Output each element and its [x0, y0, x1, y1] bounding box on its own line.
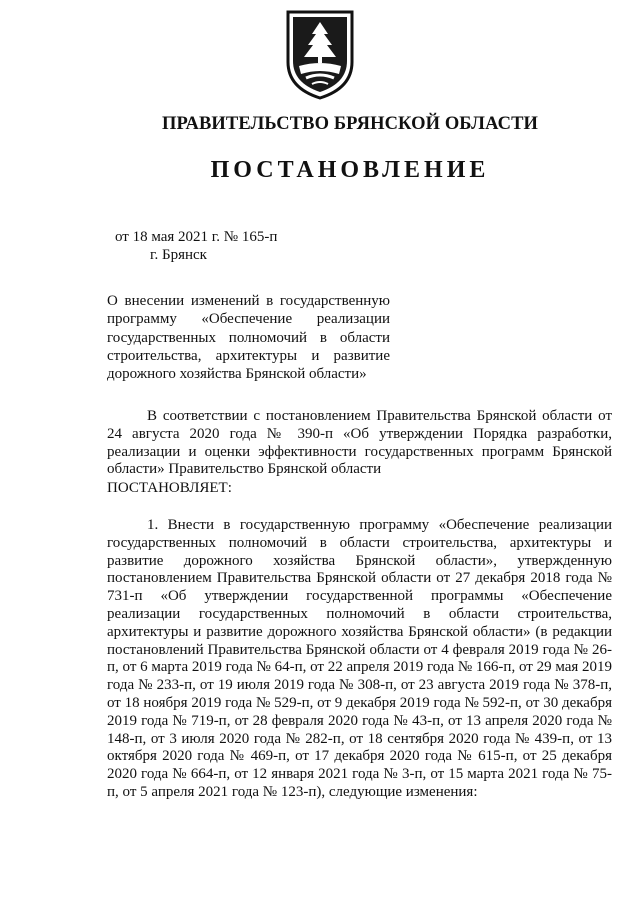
government-name: ПРАВИТЕЛЬСТВО БРЯНСКОЙ ОБЛАСТИ	[161, 114, 538, 134]
decree-word: ПОСТАНОВЛЯЕТ:	[107, 480, 232, 496]
document-subject: О внесении изменений в государственную программу «Обеспечение реализации государственных полномочий в области строительства, архитектуры и развитие дорожного хозяйства Брянской области»	[107, 293, 390, 383]
coat-of-arms-icon	[284, 8, 356, 100]
document-type-title: ПОСТАНОВЛЕНИЕ	[210, 157, 490, 183]
item-1-paragraph: 1. Внести в государственную программу «Обеспечение реализации государственных полномочий в области строительства, архитектуры и развитие дорожного хозяйства Брянской области», утвержденную постановлением Правительства Брянской области от 27 декабря 2018 года № 731-п «Об утверждении государственной программы «Обеспечение реализации государственных полномочий в области строительства, архитектуры и развитие дорожного хозяйства Брянской области» (в редакции постановлений Правительства Брянской области от 4 февраля 2019 года № 26-п, от 6 марта 2019 года № 64-п, от 22 апреля 2019 года № 166-п, от 29 мая 2019 года № 233-п, от 19 июля 2019 года № 308-п, от 23 августа 2019 года № 378-п, от 18 ноября 2019 года № 529-п, от 9 декабря 2019 года № 592-п, от 30 декабря 2019 года № 719-п, от 28 февраля 2020 года № 43-п, от 13 апреля 2020 года № 148-п, от 3 июля 2020 года № 282-п, от 18 сентября 2020 года № 439-п, от 13 октября 2020 года № 469-п, от 17 декабря 2020 года № 615-п, от 25 декабря 2020 года № 664-п, от 12 января 2021 года № 3-п, от 15 марта 2021 года № 75-п, от 5 апреля 2021 года № 123-п), следующие изменения:	[107, 517, 613, 800]
document-date-number: от 18 мая 2021 г. № 165-п	[115, 229, 278, 245]
preamble-paragraph: В соответствии с постановлением Правительства Брянской области от 24 августа 2020 года № 390-п «Об утверждении Порядка разработки, реализации и оценки эффективности государственных программ Брянской области» Правительство Брянской области	[107, 408, 612, 478]
document-city: г. Брянск	[150, 247, 207, 263]
